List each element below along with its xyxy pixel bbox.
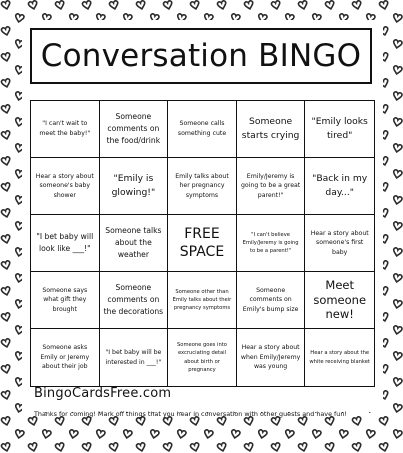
bingo-cell[interactable]: Meet someone new! [305,272,374,329]
bingo-cell[interactable]: Someone comments on Emily's bump size [237,272,306,329]
bingo-cell[interactable]: Someone asks Emily or Jeremy about their job [31,329,100,386]
bingo-cell[interactable]: Someone comments on the food/drink [100,101,169,158]
bingo-cell[interactable]: Someone comments on the decorations [100,272,169,329]
bingo-cell[interactable]: Emily talks about her pregnancy symptoms [168,158,237,215]
bingo-cell[interactable]: "Emily looks tired" [305,101,374,158]
bingo-cell[interactable]: Someone talks about the weather [100,215,169,272]
bingo-cell[interactable]: "I can't wait to meet the baby!" [31,101,100,158]
footer-instructions: Thanks for coming! Mark off things that you hear in conversation with other guests and have fun! [34,410,347,418]
bingo-cell[interactable]: "I bet baby will be interested in ___!" [100,329,169,386]
bingo-cell[interactable]: Someone calls something cute [168,101,237,158]
bingo-cell[interactable]: "Back in my day..." [305,158,374,215]
bingo-card [22,20,383,418]
bingo-cell[interactable]: "Emily is glowing!" [100,158,169,215]
free-space-cell[interactable]: FREE SPACE [168,215,237,272]
bingo-cell[interactable]: Someone goes into excruciating detail about birth or pregnancy [168,329,237,386]
bingo-cell[interactable]: "I bet baby will look like ___!" [31,215,100,272]
bingo-cell[interactable]: Someone says what gift they brought [31,272,100,329]
bingo-cell[interactable]: Hear a story about when Emily/Jeremy was young [237,329,306,386]
bingo-cell[interactable]: Emily/Jeremy is going to be a great parent!" [237,158,306,215]
bingo-cell[interactable]: Someone starts crying [237,101,306,158]
bingo-cell[interactable]: "I can't believe Emily/Jeremy is going to be a parent!" [237,215,306,272]
bingo-cell[interactable]: Hear a story about the white receiving blanket [309,350,370,365]
bingo-cell[interactable]: Someone other than Emily talks about their pregnancy symptoms [168,272,237,329]
bingo-grid [30,100,375,387]
bingo-cell[interactable]: Hear a story about someone's baby shower [31,158,100,215]
site-credit: BingoCardsFree.com [34,386,172,401]
card-title: Conversation BINGO [30,28,372,84]
bingo-cell[interactable]: Hear a story about someone's first baby [305,215,374,272]
